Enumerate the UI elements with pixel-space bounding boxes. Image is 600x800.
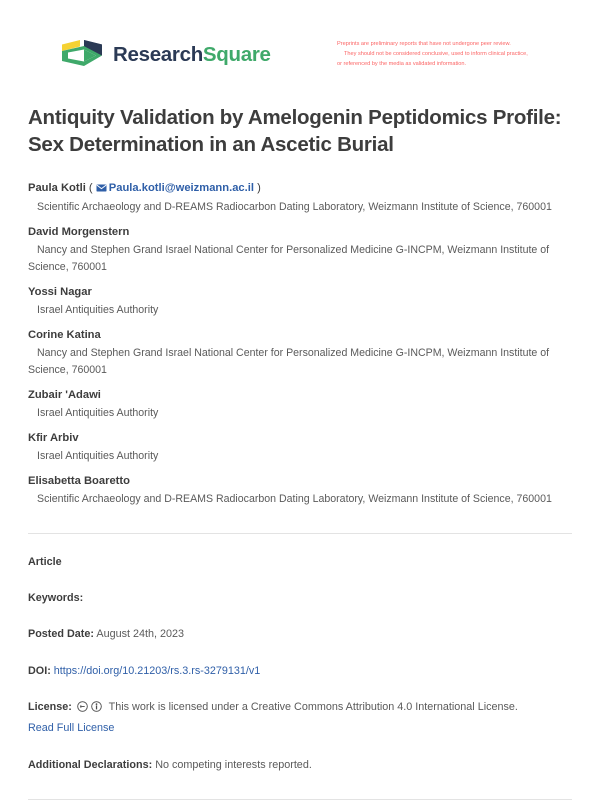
doi-link[interactable]: https://doi.org/10.21203/rs.3.rs-3279131/v1 <box>53 664 261 677</box>
author-affiliation: Scientific Archaeology and D-REAMS Radiocarbon Dating Laboratory, Weizmann Institute of Science, 760001 <box>37 492 552 505</box>
doi-label: DOI: <box>28 664 51 677</box>
author-email-wrapper <box>89 182 261 194</box>
wordmark-research: Research <box>113 43 203 67</box>
author-list <box>28 179 572 508</box>
author-name: Elisabetta Boaretto <box>28 474 130 487</box>
disclaimer-line-2: They should not be considered conclusive, used to inform clinical practice, <box>344 50 528 57</box>
author-affiliation: Nancy and Stephen Grand Israel National Center for Personalized Medicine G-INCPM, Weizmann Institute of Science, 760001 <box>28 243 550 273</box>
keywords-label: Keywords: <box>28 592 84 605</box>
author-affiliation: Israel Antiquities Authority <box>37 303 159 316</box>
research-square-logo-icon <box>60 38 104 73</box>
page-header <box>28 0 572 88</box>
posted-date-value: August 24th, 2023 <box>96 628 185 641</box>
author-affiliation: Nancy and Stephen Grand Israel National Center for Personalized Medicine G-INCPM, Weizmann Institute of Science, 760001 <box>28 346 550 376</box>
author-name: Zubair 'Adawi <box>28 388 101 401</box>
author-entry <box>28 472 572 508</box>
author-email-link[interactable]: Paula.kotli@weizmann.ac.il <box>108 181 254 194</box>
author-name: Corine Katina <box>28 328 101 341</box>
posted-date-label: Posted Date: <box>28 628 94 641</box>
disclaimer-line-3: or referenced by the media as validated information. <box>337 60 467 67</box>
license-label: License: <box>28 700 72 713</box>
doi-row <box>28 663 572 680</box>
posted-date-row <box>28 626 572 643</box>
author-name-with-email <box>28 179 572 198</box>
author-entry <box>28 326 572 379</box>
author-name: David Morgenstern <box>28 225 130 238</box>
paren-close: ) <box>257 181 261 194</box>
page-title: Antiquity Validation by Amelogenin Peptidomics Profile: Sex Determination in an Ascetic Burial <box>28 106 562 157</box>
additional-declarations-label: Additional Declarations: <box>28 758 153 771</box>
author-entry <box>28 283 572 319</box>
article-type-row <box>28 554 572 571</box>
author-affiliation: Israel Antiquities Authority <box>37 449 159 462</box>
section-divider-top <box>28 533 572 534</box>
envelope-icon <box>96 180 107 198</box>
additional-declarations-row <box>28 757 572 774</box>
author-name: Yossi Nagar <box>28 285 92 298</box>
keywords-row <box>28 590 572 607</box>
read-full-license-link[interactable]: Read Full License <box>28 722 115 735</box>
paren-open: ( <box>88 181 93 194</box>
author-name: Paula Kotli <box>28 181 86 194</box>
license-text: This work is licensed under a Creative Commons Attribution 4.0 International License. <box>108 700 518 713</box>
research-square-wordmark <box>113 45 271 66</box>
metadata-section <box>28 554 572 774</box>
wordmark-square: Square <box>202 43 271 67</box>
author-entry <box>28 179 572 216</box>
author-affiliation: Scientific Archaeology and D-REAMS Radiocarbon Dating Laboratory, Weizmann Institute of Science, 760001 <box>37 200 552 213</box>
research-square-brand[interactable] <box>60 38 271 73</box>
author-entry <box>28 386 572 422</box>
author-affiliation: Israel Antiquities Authority <box>37 406 159 419</box>
creative-commons-by-badge-icon <box>77 701 103 718</box>
license-row <box>28 699 572 738</box>
additional-declarations-value: No competing interests reported. <box>155 758 312 771</box>
author-entry <box>28 223 572 276</box>
disclaimer-line-1: Preprints are preliminary reports that have not undergone peer review. <box>337 41 511 47</box>
preprint-disclaimer <box>337 40 572 69</box>
author-entry <box>28 429 572 465</box>
author-name: Kfir Arbiv <box>28 431 79 444</box>
article-type-label: Article <box>28 555 62 568</box>
